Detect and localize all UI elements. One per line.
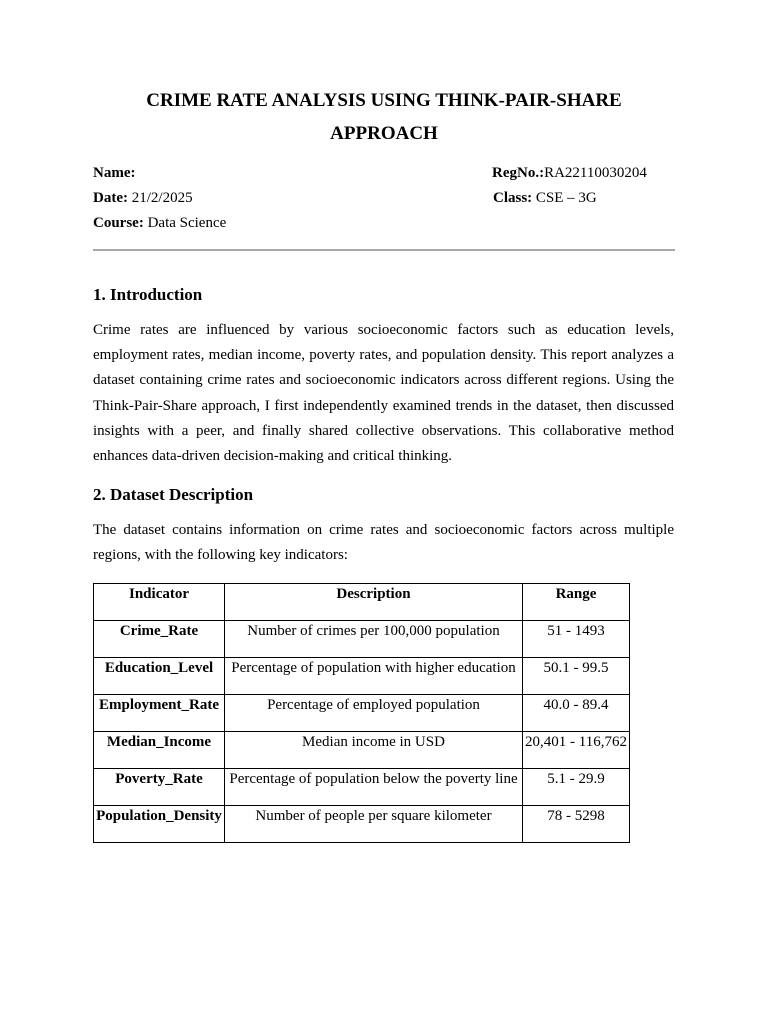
- column-header-range: Range: [523, 584, 630, 621]
- table-row: [94, 806, 630, 843]
- indicator-cell: Crime_Rate: [94, 621, 225, 658]
- indicator-cell: Employment_Rate: [94, 695, 225, 732]
- section-heading-introduction: 1. Introduction: [93, 285, 203, 304]
- range-cell: 5.1 - 29.9: [523, 769, 630, 806]
- range-cell: 50.1 - 99.5: [523, 658, 630, 695]
- table-row: [94, 658, 630, 695]
- section-heading-dataset-description: 2. Dataset Description: [93, 485, 254, 504]
- description-cell: Percentage of employed population: [225, 695, 523, 732]
- regno-label: RegNo.:: [492, 165, 545, 181]
- dataset-description-paragraph: The dataset contains information on crime rates and socioeconomic factors across multiple regions, with the following key indicators:: [93, 522, 674, 564]
- introduction-paragraph: Crime rates are influenced by various socioeconomic factors such as education levels, employment rates, median income, poverty rates, and population density. This report analyzes a dataset containing crime rates and socioeconomic indicators across different regions. Using the Think-Pair-Share approach, I first independently examined trends in the dataset, then discussed insights with a peer, and finally shared collective observations. This collaborative method enhances data-driven decision-making and critical thinking.: [93, 322, 674, 465]
- description-cell: Median income in USD: [225, 732, 523, 769]
- document-title: [0, 84, 768, 150]
- column-header-description: Description: [225, 584, 523, 621]
- header-divider: [93, 249, 675, 251]
- date-field: [93, 189, 193, 207]
- table-row: [94, 695, 630, 732]
- range-cell: 51 - 1493: [523, 621, 630, 658]
- table-row: [94, 732, 630, 769]
- indicator-cell: Population_Density: [94, 806, 225, 843]
- name-label: Name:: [93, 165, 136, 181]
- title-line-1: CRIME RATE ANALYSIS USING THINK-PAIR-SHARE: [146, 90, 622, 111]
- description-cell: Percentage of population below the poverty line: [225, 769, 523, 806]
- regno-field: [492, 164, 647, 182]
- table-row: [94, 621, 630, 658]
- indicator-cell: Education_Level: [94, 658, 225, 695]
- table-header-row: [94, 584, 630, 621]
- course-value: Data Science: [147, 215, 227, 231]
- regno-value: RA22110030204: [544, 165, 647, 181]
- table-row: [94, 769, 630, 806]
- indicator-cell: Median_Income: [94, 732, 225, 769]
- date-label: Date:: [93, 190, 128, 206]
- range-cell: 78 - 5298: [523, 806, 630, 843]
- class-value: CSE – 3G: [535, 190, 597, 206]
- indicator-table: [93, 583, 630, 843]
- description-cell: Number of crimes per 100,000 population: [225, 621, 523, 658]
- range-cell: 20,401 - 116,762: [523, 732, 630, 769]
- description-cell: Percentage of population with higher education: [225, 658, 523, 695]
- course-field: [93, 214, 226, 232]
- indicator-cell: Poverty_Rate: [94, 769, 225, 806]
- date-value: 21/2/2025: [131, 190, 193, 206]
- description-cell: Number of people per square kilometer: [225, 806, 523, 843]
- range-cell: 40.0 - 89.4: [523, 695, 630, 732]
- course-label: Course:: [93, 215, 144, 231]
- class-label: Class:: [493, 190, 533, 206]
- title-line-2: APPROACH: [330, 123, 438, 144]
- class-field: [493, 189, 597, 207]
- name-field: [93, 164, 135, 182]
- column-header-indicator: Indicator: [94, 584, 225, 621]
